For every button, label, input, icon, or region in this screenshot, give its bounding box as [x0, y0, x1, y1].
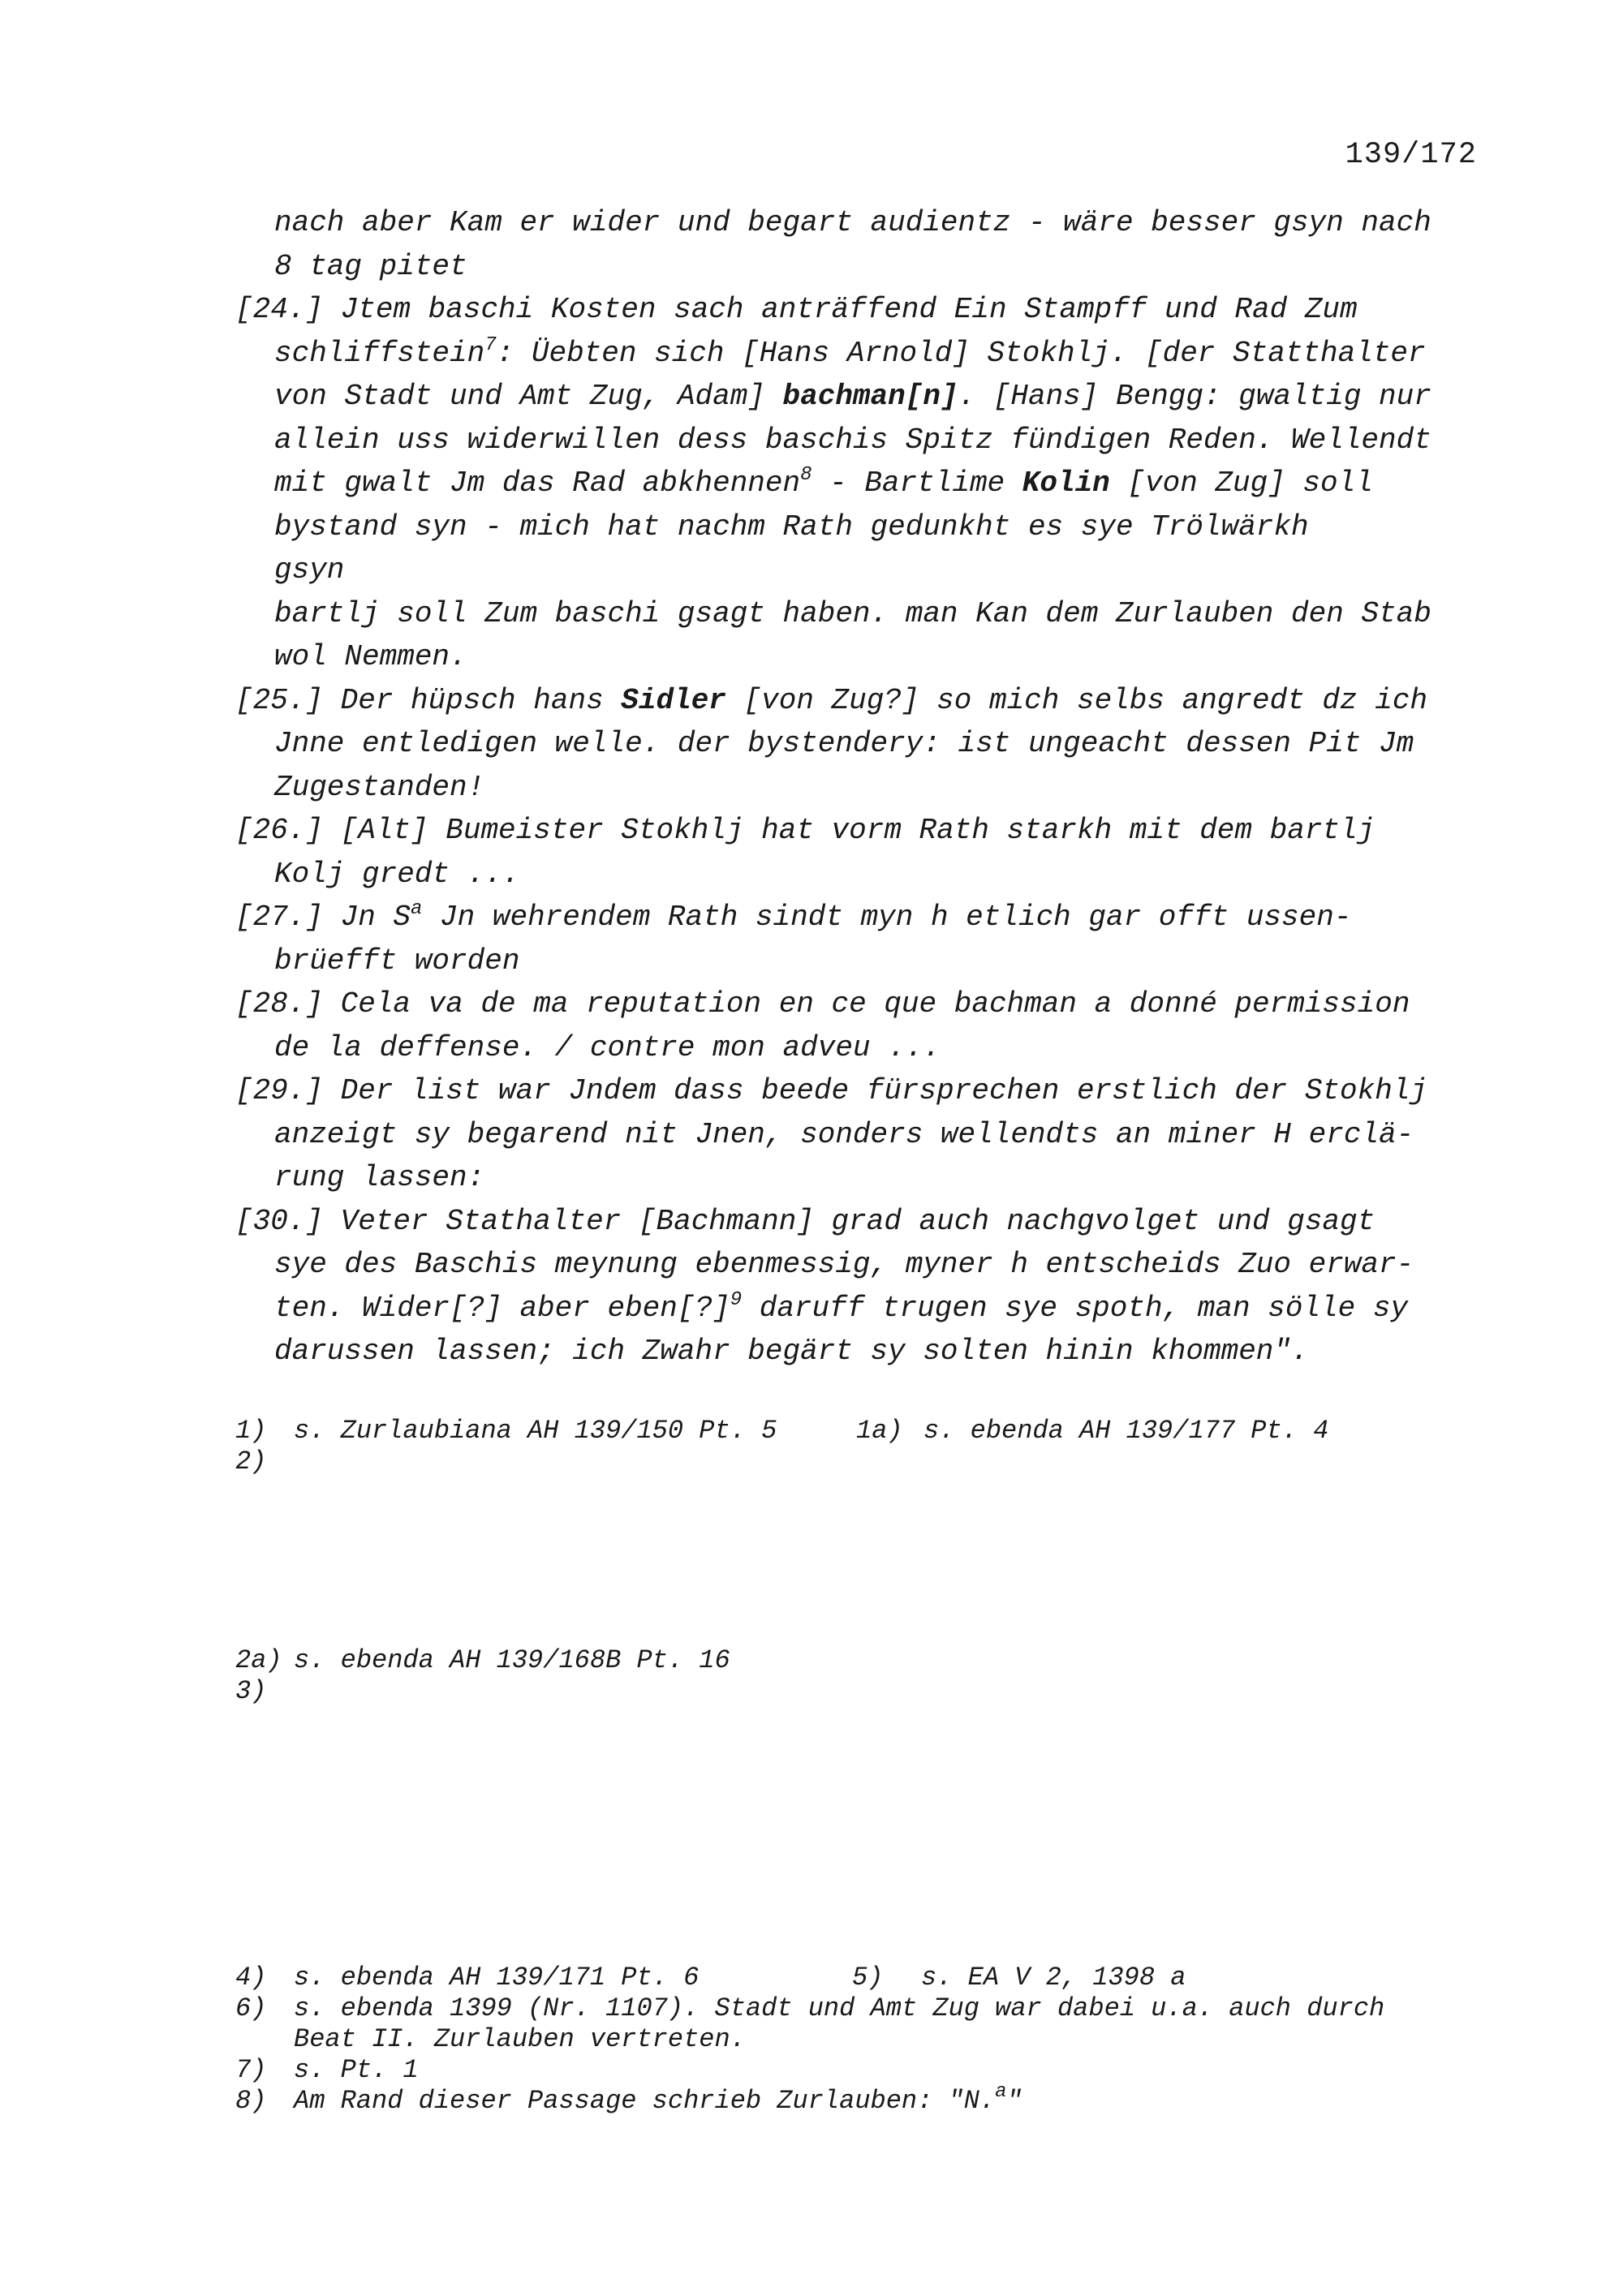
text-line: von Stadt und Amt Zug, Adam] bachman[n]. [Hans] Bengg: gwaltig nur — [274, 380, 1431, 413]
text-line: rung lassen: — [274, 1161, 485, 1194]
footnote-text: s. Pt. 1 — [294, 2055, 419, 2085]
footnote-ref: 9 — [730, 1288, 743, 1311]
footnote-number: 8) — [235, 2086, 267, 2116]
footnote-number: 3) — [235, 1676, 267, 1706]
text-line: [27.] Jn $S^a$ Jn wehrendem Rath sindt myn h etlich gar offt ussen- — [235, 898, 1352, 934]
footnote-text: s. ebenda AH 139/171 Pt. 6 — [294, 1963, 700, 1993]
superscript: a — [995, 2081, 1007, 2103]
footnote-number: 2a) — [235, 1645, 282, 1675]
footnote — [235, 1447, 1501, 1477]
text-line: nach aber Kam er wider und begart audientz - wäre besser gsyn nach — [274, 206, 1431, 239]
text-line: [25.] Der hüpsch hans Sidler [von Zug?] so mich selbs angredt dz ich — [235, 683, 1428, 717]
text-line: darussen lassen; ich Zwahr begärt sy solten hinin khommen". — [274, 1335, 1309, 1368]
text-line: Jnne entledigen welle. der bystendery: ist ungeacht dessen Pit Jm — [274, 727, 1414, 760]
text-line: Zugestanden! — [274, 770, 485, 804]
footnote — [235, 1416, 1501, 1447]
text-line: 8 tag pitet — [274, 249, 467, 283]
text-line: schliffstein$^7$: Üebten sich [Hans Arnold] Stokhlj. [der Statthalter — [274, 333, 1426, 370]
emphasized-name: Kolin — [1022, 467, 1110, 500]
text-line: gsyn — [274, 553, 345, 587]
main-text — [235, 201, 1485, 1374]
footnote-number: 4) — [235, 1963, 267, 1993]
text-line: [30.] Veter Stathalter [Bachmann] grad auch nachgvolget und gsagt — [235, 1204, 1375, 1238]
page-number: 139/172 — [1345, 138, 1477, 172]
footnote — [235, 1676, 1501, 1707]
entry-30 — [235, 1200, 1485, 1374]
footnote-number: 7) — [235, 2055, 267, 2085]
footnote-text: Am Rand dieser Passage schrieb Zurlauben: "N.$^a$" — [294, 2081, 1022, 2116]
footnote-number: 1a) — [856, 1416, 903, 1446]
text-line: sye des Baschis meynung ebenmessig, myner h entscheids Zuo erwar- — [274, 1248, 1414, 1281]
footnote-text: s. ebenda AH 139/168B Pt. 16 — [294, 1645, 730, 1675]
text-line: [26.] [Alt] Bumeister Stokhlj hat vorm Rath starkh mit dem bartlj — [235, 814, 1375, 847]
emphasized-name: bachman[n] — [782, 380, 958, 413]
footnote — [235, 2055, 1501, 2086]
footnote — [235, 1645, 1501, 1676]
footnote-text: s. Zurlaubiana AH 139/150 Pt. 5 — [294, 1416, 777, 1446]
footnote-number: 6) — [235, 1993, 267, 2023]
footnote-number: 2) — [235, 1447, 267, 1477]
text-line: anzeigt sy begarend nit Jnen, sonders wellendts an miner H erclä- — [274, 1117, 1414, 1151]
entry-25 — [235, 679, 1485, 810]
text-line: [29.] Der list war Jndem dass beede fürsprechen erstlich der Stokhlj — [235, 1074, 1428, 1107]
entry-27 — [235, 896, 1485, 982]
text-line: brüefft worden — [274, 944, 520, 978]
footnotes-block-2 — [235, 1645, 1501, 1707]
text-line: Kolj gredt ... — [274, 857, 520, 891]
text-line: allein uss widerwillen dess baschis Spitz fündigen Reden. Wellendt — [274, 423, 1431, 457]
text-line: [24.] Jtem baschi Kosten sach anträffend Ein Stampff und Rad Zum — [235, 293, 1358, 326]
footnote-text: s. ebenda 1399 (Nr. 1107). Stadt und Amt Zug war dabei u.a. auch durch — [294, 1993, 1385, 2023]
text-line: ten. Wider[?] aber eben[?]$^9$ daruff trugen sye spoth, man sölle sy — [274, 1288, 1409, 1325]
entry-24 — [235, 288, 1485, 679]
superscript: a — [411, 898, 423, 920]
footnote — [235, 2081, 1501, 2117]
footnote-ref: 7 — [484, 333, 497, 356]
footnote-text: Beat II. Zurlauben vertreten. — [294, 2024, 746, 2054]
footnote-number: 5) — [852, 1963, 884, 1993]
text-line: bartlj soll Zum baschi gsagt haben. man Kan dem Zurlauben den Stab — [274, 596, 1431, 630]
footnote-number: 1) — [235, 1416, 267, 1446]
text-line: wol Nemmen. — [274, 640, 467, 673]
footnote — [235, 1993, 1501, 2024]
text-line: mit gwalt Jm das Rad abkhennen$^8$ - Bartlime Kolin [von Zug] soll — [274, 464, 1373, 500]
text-line: bystand syn - mich hat nachm Rath gedunkht es sye Trölwärkh — [274, 510, 1309, 544]
entry-26 — [235, 809, 1485, 896]
entry-29 — [235, 1069, 1485, 1200]
footnote-text: s. EA V 2, 1398 a — [921, 1963, 1186, 1993]
text-line: de la deffense. / contre mon adveu ... — [274, 1030, 941, 1064]
footnote-text: s. ebenda AH 139/177 Pt. 4 — [923, 1416, 1329, 1446]
footnotes-block-3 — [235, 1963, 1501, 2117]
footnote — [235, 2024, 1501, 2055]
footnote-ref: 8 — [800, 464, 812, 486]
emphasized-name: Sidler — [621, 683, 726, 717]
footnote — [235, 1963, 1501, 1993]
entry-28 — [235, 982, 1485, 1069]
footnotes-block-1 — [235, 1416, 1501, 1477]
text-line: [28.] Cela va de ma reputation en ce que bachman a donné permission — [235, 987, 1410, 1021]
